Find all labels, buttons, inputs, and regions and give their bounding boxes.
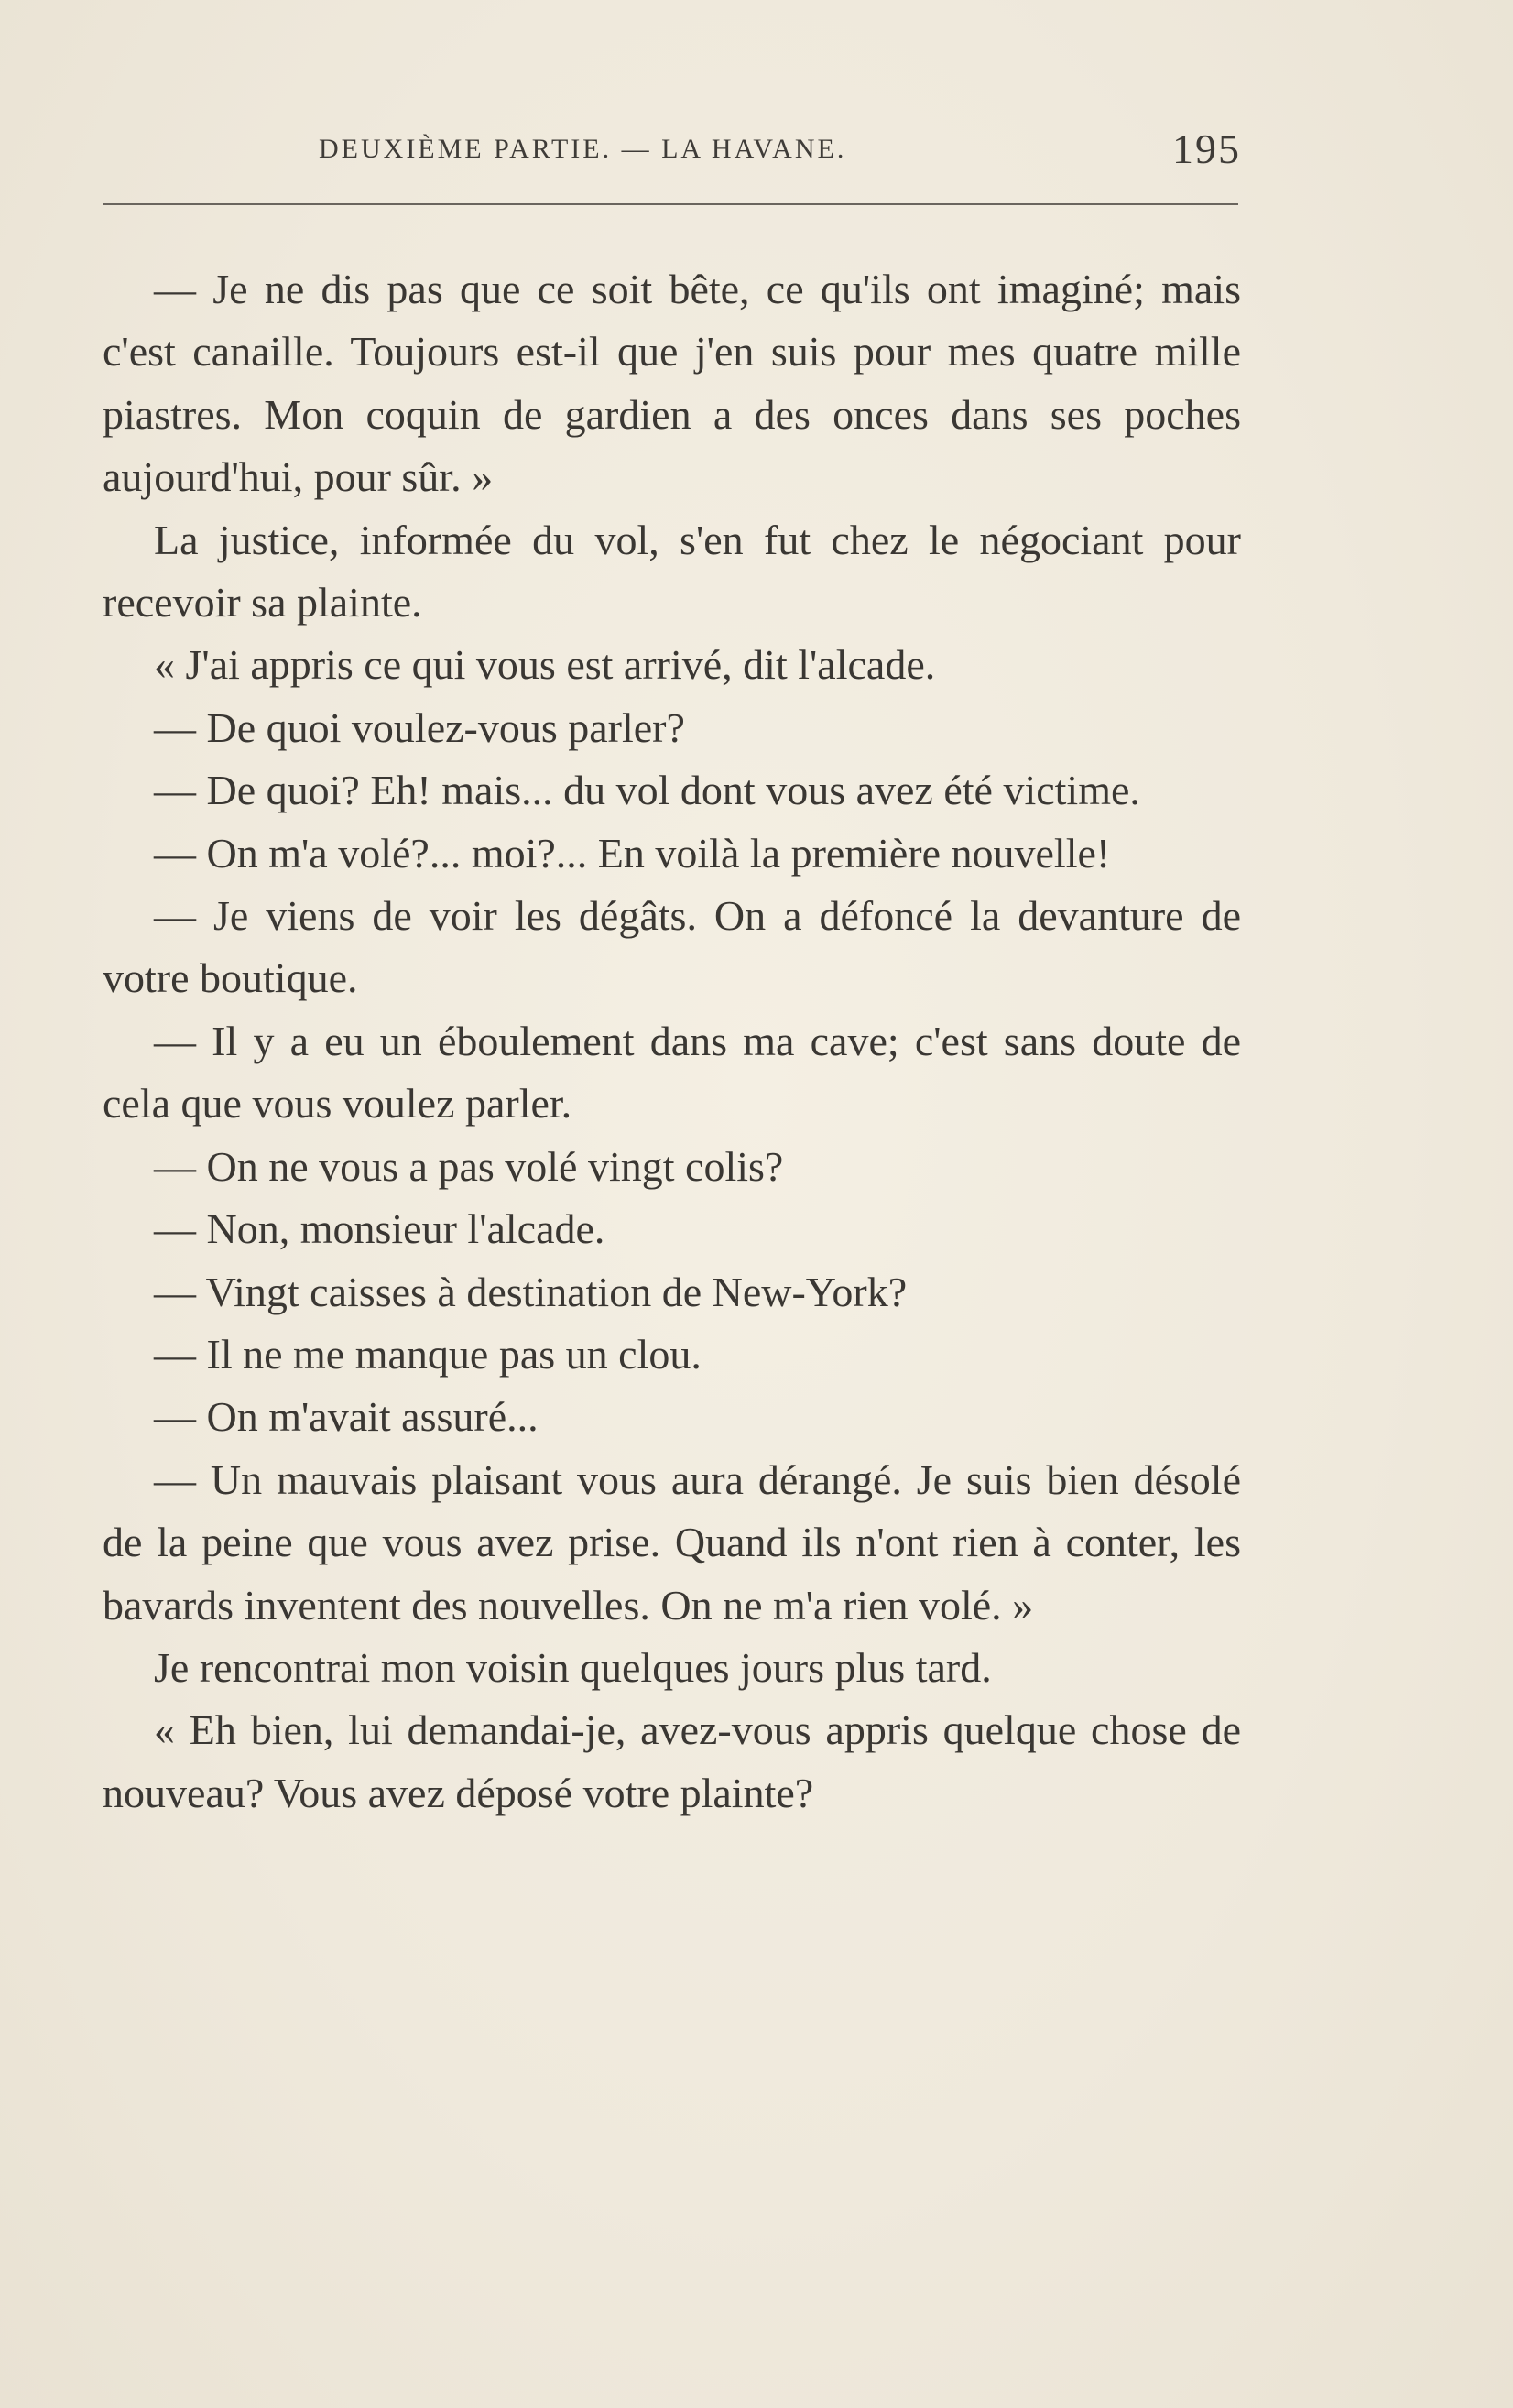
paragraph: « J'ai appris ce qui vous est arrivé, dit l'alcade. [154,641,936,689]
paragraph: — Non, monsieur l'alcade. [154,1205,605,1253]
paragraph: — Je ne dis pas que ce soit bête, ce qu'ils ont imaginé; mais c'est canaille. Toujours est-il que j'en suis pour mes quatre mille piastres. Mon coquin de gardien a des onces dans ses poches aujourd'hui, pour sûr. » [103,266,1241,501]
paragraph: — On m'a volé?... moi?... En voilà la première nouvelle! [154,829,1111,877]
running-head [101,126,1241,181]
paragraph: — De quoi voulez-vous parler? [154,703,685,751]
paragraph: — Il ne me manque pas un clou. [154,1330,702,1378]
paragraph: — On m'avait assuré... [154,1393,539,1441]
paragraph: La justice, informée du vol, s'en fut chez le négociant pour recevoir sa plainte. [103,516,1241,627]
paragraph: — Je viens de voir les dégâts. On a défoncé la devanture de votre boutique. [103,892,1241,1002]
paragraph: — On ne vous a pas volé vingt colis? [154,1142,784,1190]
running-title: DEUXIÈME PARTIE. — LA HAVANE. [319,134,847,164]
paragraph: — Vingt caisses à destination de New-York? [154,1268,908,1315]
page-number: 195 [1172,125,1241,172]
paragraph: « Eh bien, lui demandai-je, avez-vous appris quelque chose de nouveau? Vous avez déposé votre plainte? [103,1706,1241,1816]
paragraph: — De quoi? Eh! mais... du vol dont vous avez été victime. [154,767,1140,814]
paragraph: Je rencontrai mon voisin quelques jours plus tard. [154,1643,992,1691]
body-text [103,258,1241,1825]
paragraph: — Il y a eu un éboulement dans ma cave; c'est sans doute de cela que vous voulez parler. [103,1017,1241,1128]
paragraph: — Un mauvais plaisant vous aura dérangé. Je suis bien désolé de la peine que vous avez prise. Quand ils n'ont rien à conter, les bavards inventent des nouvelles. On ne m'a rien volé. » [103,1455,1241,1629]
header-rule [103,203,1238,205]
